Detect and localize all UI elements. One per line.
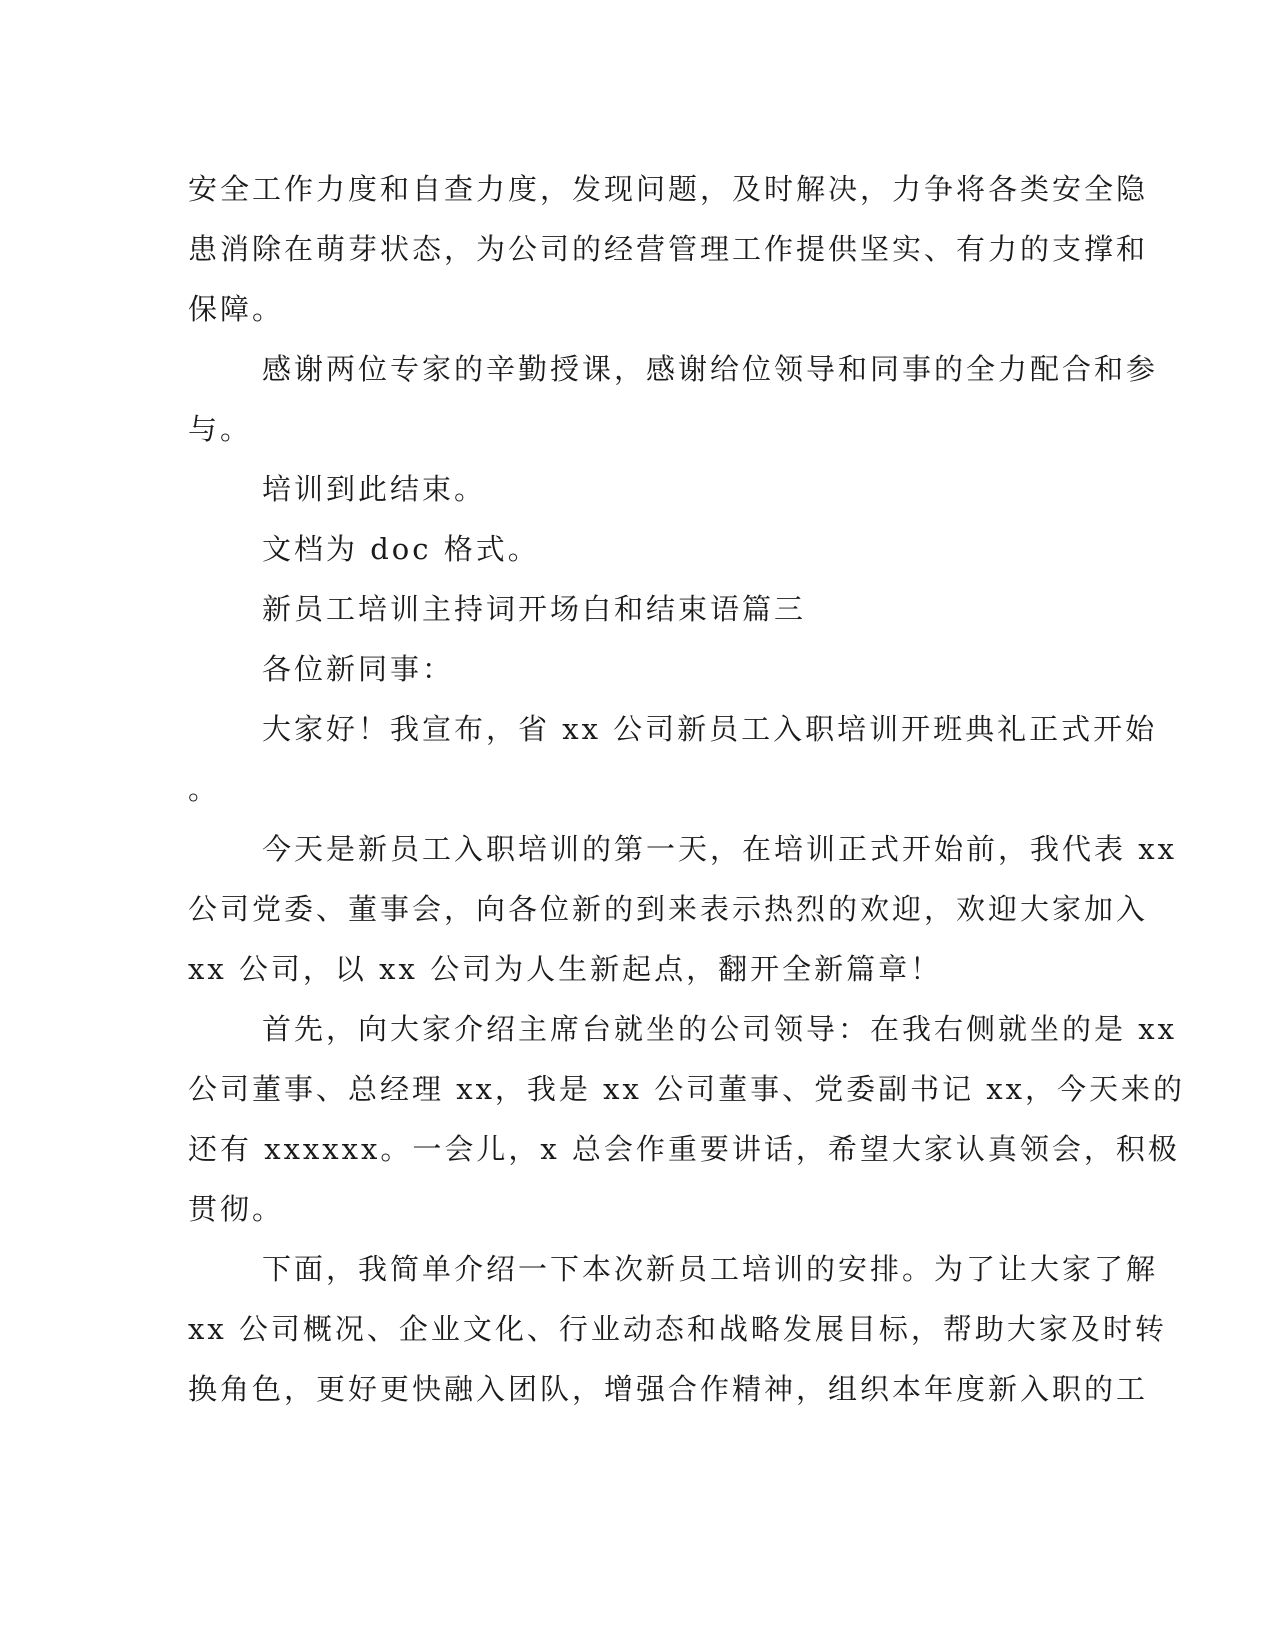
text-line: xx 公司，以 xx 公司为人生新起点，翻开全新篇章！ xyxy=(188,952,943,986)
text-line: 大家好！我宣布，省 xx 公司新员工入职培训开班典礼正式开始 xyxy=(262,712,1158,746)
text-line: 公司董事、总经理 xx，我是 xx 公司董事、党委副书记 xx，今天来的 xyxy=(188,1072,1186,1106)
section-heading: 新员工培训主持词开场白和结束语篇三 xyxy=(262,592,807,626)
text-line: 今天是新员工入职培训的第一天，在培训正式开始前，我代表 xx xyxy=(262,832,1177,866)
text-line: 感谢两位专家的辛勤授课，感谢给位领导和同事的全力配合和参 xyxy=(262,352,1159,386)
text-line: 安全工作力度和自查力度，发现问题，及时解决，力争将各类安全隐 xyxy=(188,172,1149,206)
text-line: 公司党委、董事会，向各位新的到来表示热烈的欢迎，欢迎大家加入 xyxy=(188,892,1149,926)
text-line: 下面，我简单介绍一下本次新员工培训的安排。为了让大家了解 xyxy=(262,1252,1159,1286)
document-body xyxy=(188,159,1186,1419)
text-line: 文档为 doc 格式。 xyxy=(262,532,540,566)
text-line: 换角色，更好更快融入团队，增强合作精神，组织本年度新入职的工 xyxy=(188,1372,1149,1406)
text-line: xx 公司概况、企业文化、行业动态和战略发展目标，帮助大家及时转 xyxy=(188,1312,1167,1346)
text-line: 患消除在萌芽状态，为公司的经营管理工作提供坚实、有力的支撑和 xyxy=(188,232,1149,266)
text-line: 首先，向大家介绍主席台就坐的公司领导：在我右侧就坐的是 xx xyxy=(262,1012,1177,1046)
text-line: 还有 xxxxxx。一会儿，x 总会作重要讲话，希望大家认真领会，积极 xyxy=(188,1132,1180,1166)
text-line: 培训到此结束。 xyxy=(262,472,487,506)
text-line: 与。 xyxy=(188,412,253,446)
text-line: 保障。 xyxy=(188,292,285,326)
text-line: 贯彻。 xyxy=(188,1192,285,1226)
salutation: 各位新同事： xyxy=(262,652,455,686)
text-line: 。 xyxy=(188,772,221,806)
